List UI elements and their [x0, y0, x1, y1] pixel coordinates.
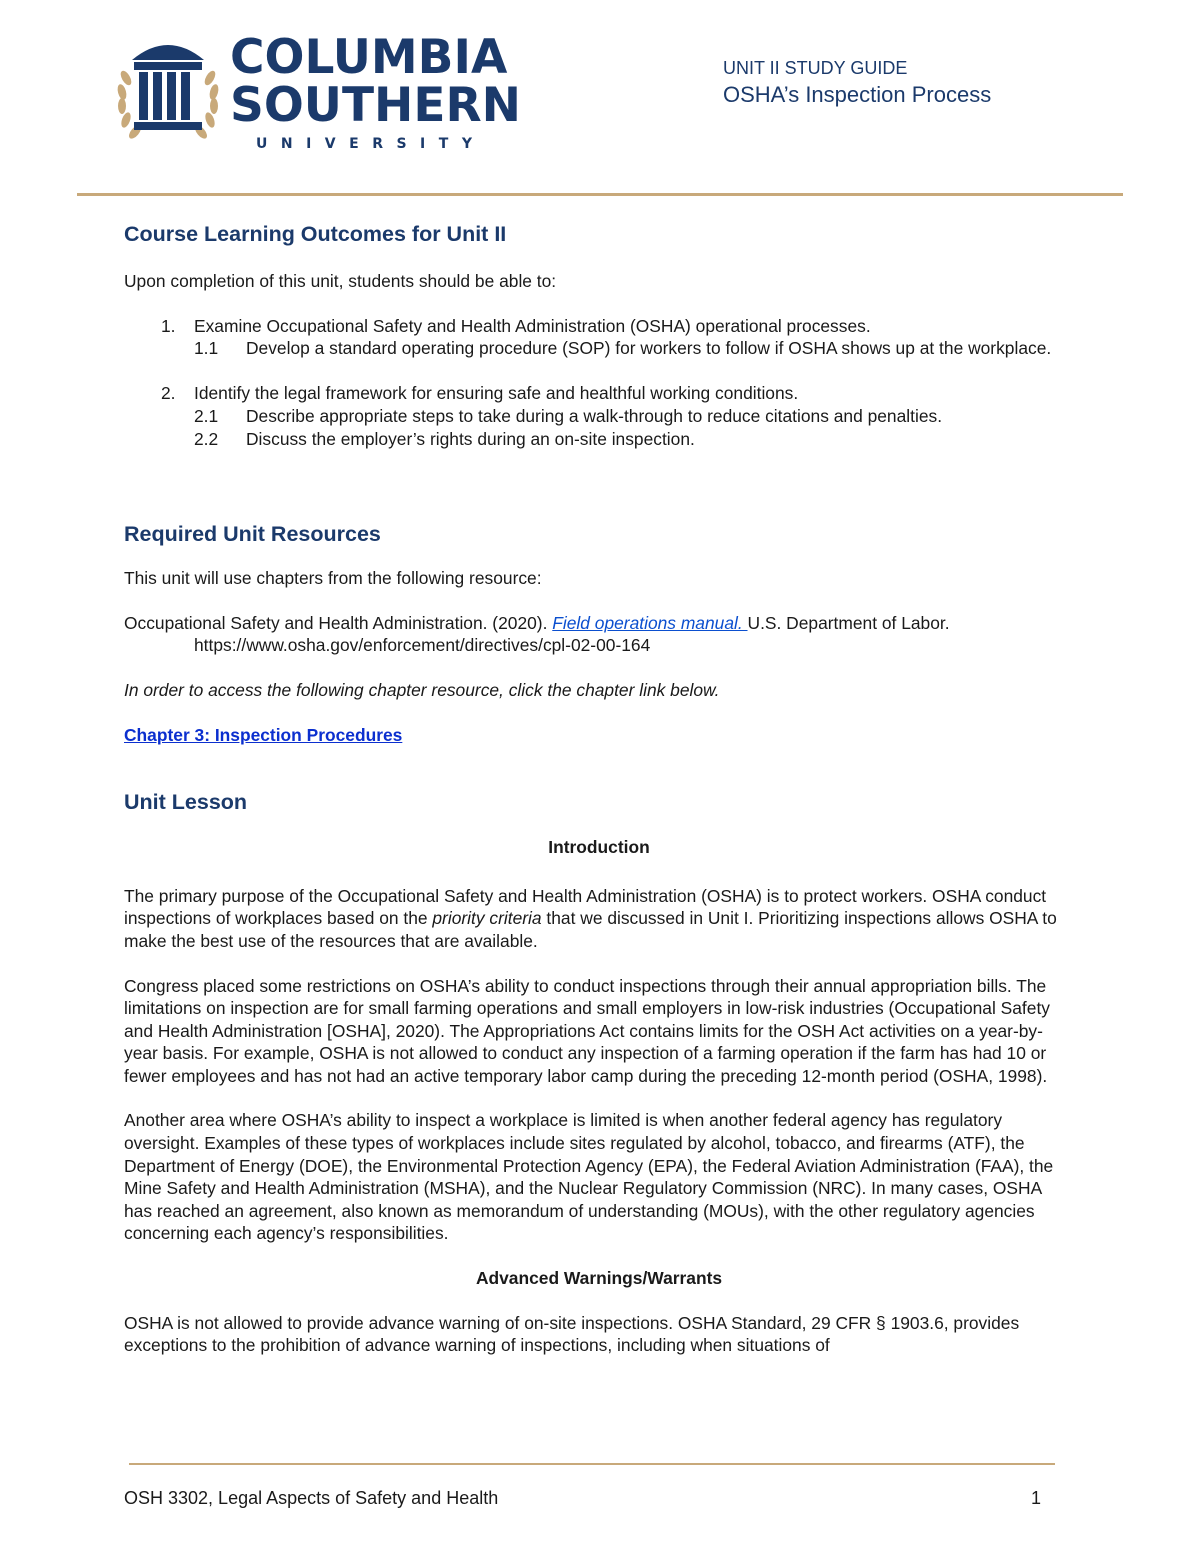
document-body [124, 220, 1074, 1357]
outcome-item [124, 315, 1074, 360]
access-note: In order to access the following chapter resource, click the chapter link below. [124, 679, 720, 700]
logo-line-university: UNIVERSITY [256, 136, 486, 152]
sub-outcome-number: 1.1 [194, 338, 219, 359]
lesson-paragraph-3: Another area where OSHA’s ability to inspect a workplace is limited is when another federal agency has regulatory oversight. Examples of these types of workplaces include sites regulated by alcohol, tobacco, and firearms (ATF), the Department of Energy (DOE), the Environmental Protection Agency (EPA), the Federal Aviation Administration (FAA), the Mine Safety and Health Administration (MSHA), and the Nuclear Regulatory Commission (NRC). In many cases, OSHA has reached an agreement, also known as memorandum of understanding (MOUs), with the other regulatory agencies concerning each agency’s responsibilities. [124, 1110, 1054, 1244]
page-number: 1 [1031, 1488, 1042, 1508]
footer-course: OSH 3302, Legal Aspects of Safety and Health [124, 1488, 499, 1508]
header-divider [77, 193, 1123, 196]
sub-outcome-number: 2.2 [194, 428, 219, 449]
citation-url: https://www.osha.gov/enforcement/directives/cpl-02-00-164 [194, 635, 651, 656]
outcome-item [124, 382, 1074, 450]
lesson-heading: Unit Lesson [124, 790, 248, 815]
logo-wordmark [230, 30, 521, 152]
resources-heading: Required Unit Resources [124, 522, 381, 547]
chapter-3-link[interactable]: Chapter 3: Inspection Procedures [124, 724, 403, 745]
sub-outcome [194, 428, 1074, 451]
sub-outcome-text: Describe appropriate steps to take during a walk-through to reduce citations and penalties. [246, 405, 943, 426]
outcome-number: 2. [161, 383, 176, 404]
logo-line-southern: SOUTHERN [230, 78, 521, 133]
field-operations-manual-link[interactable]: Field operations manual. [552, 612, 748, 633]
introduction-heading: Introduction [548, 837, 650, 858]
outcome-text: Identify the legal framework for ensuring safe and healthful working conditions. [194, 383, 799, 404]
sub-outcome-number: 2.1 [194, 405, 219, 426]
study-guide-label: UNIT II STUDY GUIDE [723, 58, 908, 78]
logo-line-columbia: COLUMBIA [230, 30, 508, 85]
citation-author: Occupational Safety and Health Administration. (2020). [124, 612, 553, 633]
lesson-paragraph-4: OSHA is not allowed to provide advance warning of on-site inspections. OSHA Standard, 29 CFR § 1903.6, provides exceptions to the prohibition of advance warning of inspections, including when situations of [124, 1312, 1020, 1356]
sub-outcome-text: Discuss the employer’s rights during an on-site inspection. [246, 428, 695, 449]
outcome-number: 1. [161, 315, 176, 336]
university-logo [112, 30, 521, 155]
footer-divider [129, 1463, 1055, 1465]
lesson-paragraph-2: Congress placed some restrictions on OSHA’s ability to conduct inspections through their annual appropriation bills. The limitations on inspection are for small farming operations and small employers in low-risk industries (Occupational Safety and Health Administration [OSHA], 2020). The Appropriations Act contains limits for the OSH Act activities on a year-by-year basis. For example, OSHA is not allowed to conduct any inspection of a farming operation if the farm has had 10 or fewer employees and has not had an active temporary labor camp during the preceding 12-month period (OSHA, 1998). [124, 975, 1050, 1086]
columns-laurel-icon [112, 30, 224, 155]
outcomes-heading: Course Learning Outcomes for Unit II [124, 222, 507, 246]
resources-intro: This unit will use chapters from the following resource: [124, 568, 542, 589]
resource-citation [124, 612, 1074, 657]
sub-outcome [194, 405, 1074, 428]
sub-outcome-text: Develop a standard operating procedure (SOP) for workers to follow if OSHA shows up at the workplace. [246, 338, 1052, 359]
sub-outcome [194, 337, 1074, 360]
outcomes-list [124, 315, 1074, 451]
list-spacer [124, 360, 1074, 383]
warnings-heading: Advanced Warnings/Warrants [475, 1268, 723, 1289]
outcomes-intro: Upon completion of this unit, students should be able to: [124, 271, 557, 291]
lesson-paragraph-1: The primary purpose of the Occupational Safety and Health Administration (OSHA) is to protect workers. OSHA conduct inspections of workplaces based on the priority criteria that we discussed in Unit I. Prioritizing inspections allows OSHA to make the best use of the resources that are available. [124, 885, 1057, 951]
study-guide-title: OSHA’s Inspection Process [723, 82, 992, 107]
citation-publisher: U.S. Department of Labor. [747, 612, 950, 633]
outcome-text: Examine Occupational Safety and Health Administration (OSHA) operational processes. [194, 315, 871, 336]
